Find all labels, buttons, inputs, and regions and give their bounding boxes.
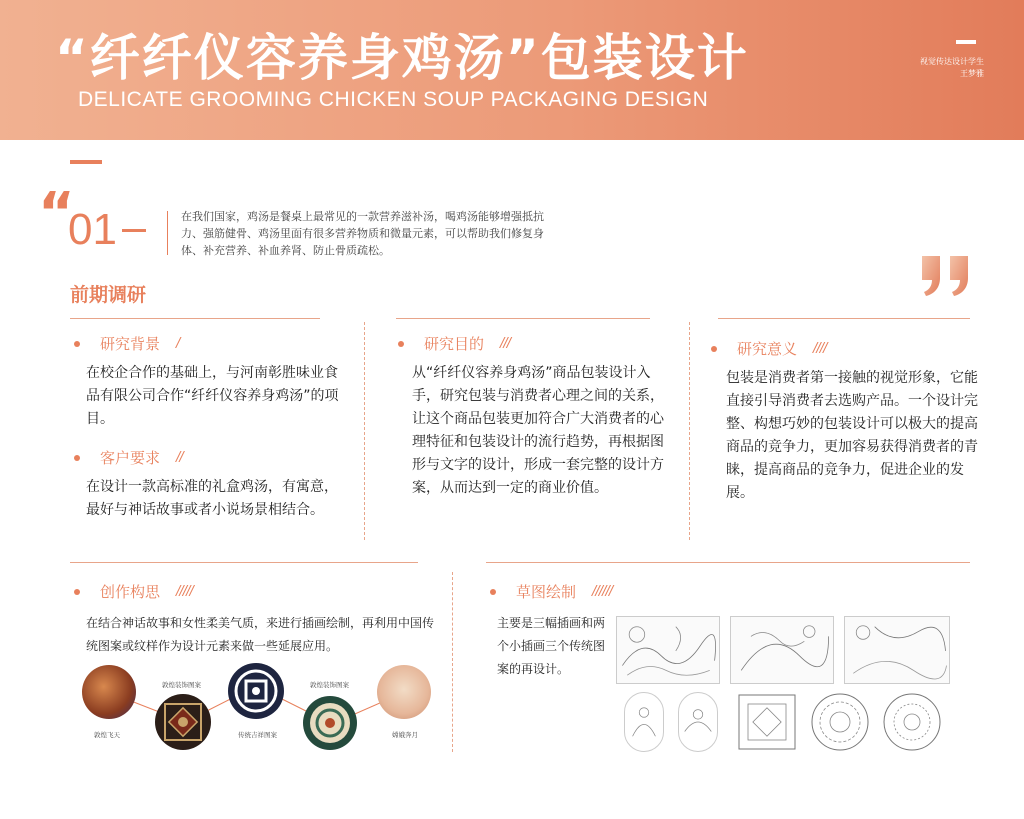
slash-decoration: ///// — [176, 584, 193, 599]
bullet-dot-icon — [490, 589, 496, 595]
subheading-label: 研究目的 — [424, 335, 485, 353]
research-significance-text: 包装是消费者第一接触的视觉形象，它能直接引导消费者去选购产品。一个设计完整、构想巧妙的包装设计可以极大的提高商品的竞争力，更加容易获得消费者的青睐，提高商品的竞争力，促进企业的发展。 — [726, 370, 978, 501]
author-name: 王梦雅 — [960, 69, 984, 78]
sketch-text: 主要是三幅插画和两个小插画三个传统图案的再设计。 — [497, 616, 606, 676]
sketch-illustration-1 — [616, 616, 720, 684]
column-rule — [396, 318, 650, 319]
concept-text: 在结合神话故事和女性柔美气质，来进行插画绘制，再利用中国传统图案或纹样作为设计元素来做一些延展应用。 — [86, 616, 435, 653]
research-significance-title — [711, 338, 827, 359]
auspicious-pattern-image — [228, 663, 284, 719]
bullet-dot-icon — [74, 455, 80, 461]
research-background-title — [74, 333, 179, 354]
column-rule — [718, 318, 970, 319]
bottom-divider — [452, 572, 453, 752]
sketch-title — [490, 581, 612, 602]
sketch-illustration-2 — [730, 616, 834, 684]
bullet-dot-icon — [74, 589, 80, 595]
quote-open-icon: “ — [38, 181, 75, 246]
section-number: 01 — [68, 205, 117, 254]
dunhuang-pattern-image-2 — [303, 696, 357, 750]
subheading-label: 研究背景 — [100, 335, 161, 353]
label-dunhuang-pattern-2: 敦煌装饰图案 — [310, 681, 349, 689]
research-purpose-title — [398, 333, 510, 354]
sketch-pattern-1 — [736, 692, 798, 752]
quote-close-icon — [918, 252, 974, 298]
column-rule — [70, 318, 320, 319]
subheading-label: 创作构思 — [100, 583, 161, 601]
dunhuang-pattern-image — [155, 694, 211, 750]
section-number-dash — [122, 229, 146, 232]
label-change: 嫦娥奔月 — [392, 731, 418, 739]
sketch-rule — [486, 562, 970, 563]
sketch-pattern-2 — [810, 692, 870, 752]
subheading-label: 草图绘制 — [516, 583, 577, 601]
sketch-pattern-3 — [882, 692, 942, 752]
concept-title — [74, 581, 193, 602]
bullet-dot-icon — [711, 346, 717, 352]
slash-decoration: / — [176, 336, 180, 351]
header-dash — [956, 40, 976, 44]
research-purpose-text: 从“纤纤仪容养身鸡汤”商品包装设计入手，研究包装与消费者心理之间的关系，让这个商品包装更加符合广大消费者的心理特征和包装设计的流行趋势，再根据图形与文字的设计，形成一套完整的设计方案，从而达到一定的商业价值。 — [412, 365, 664, 496]
column-divider — [689, 322, 690, 540]
page-subtitle: DELICATE GROOMING CHICKEN SOUP PACKAGING DESIGN — [78, 88, 709, 111]
slash-decoration: //// — [813, 341, 827, 356]
subheading-label: 研究意义 — [737, 340, 798, 358]
label-feitian: 敦煌飞天 — [94, 731, 120, 739]
label-auspicious: 传统吉祥图案 — [238, 731, 277, 739]
page-title: “纤纤仪容养身鸡汤”包装设计 — [55, 29, 749, 87]
accent-dash — [70, 160, 102, 164]
sketch-small-illustration-2 — [678, 692, 718, 752]
dunhuang-feitian-image — [82, 665, 136, 719]
intro-divider — [167, 211, 168, 255]
slash-decoration: // — [176, 450, 183, 465]
bullet-dot-icon — [398, 341, 404, 347]
research-background-text: 在校企合作的基础上，与河南彰胜味业食品有限公司合作“纤纤仪容养身鸡汤”的项目。 — [86, 365, 339, 427]
section-heading: 前期调研 — [70, 284, 147, 306]
bullet-dot-icon — [74, 341, 80, 347]
slash-decoration: /// — [500, 336, 511, 351]
sketch-small-illustration-1 — [624, 692, 664, 752]
sketch-illustration-3 — [844, 616, 950, 684]
header-banner — [0, 0, 1024, 140]
change-benyue-image — [377, 665, 431, 719]
label-dunhuang-pattern: 敦煌装饰图案 — [162, 681, 201, 689]
concept-rule — [70, 562, 418, 563]
subheading-label: 客户要求 — [100, 449, 161, 467]
column-divider — [364, 322, 365, 540]
slash-decoration: ////// — [592, 584, 613, 599]
intro-text: 在我们国家，鸡汤是餐桌上最常见的一款营养滋补汤，喝鸡汤能够增强抵抗力、强筋健骨、鸡汤里面有很多营养物质和微量元素，可以帮助我们修复身体、补充营养、补血养肾、防止骨质疏松。 — [181, 210, 544, 257]
client-requirement-title — [74, 447, 183, 468]
author-role: 视觉传达设计学生 — [920, 57, 984, 66]
client-requirement-text: 在设计一款高标准的礼盒鸡汤，有寓意，最好与神话故事或者小说场景相结合。 — [86, 479, 338, 518]
